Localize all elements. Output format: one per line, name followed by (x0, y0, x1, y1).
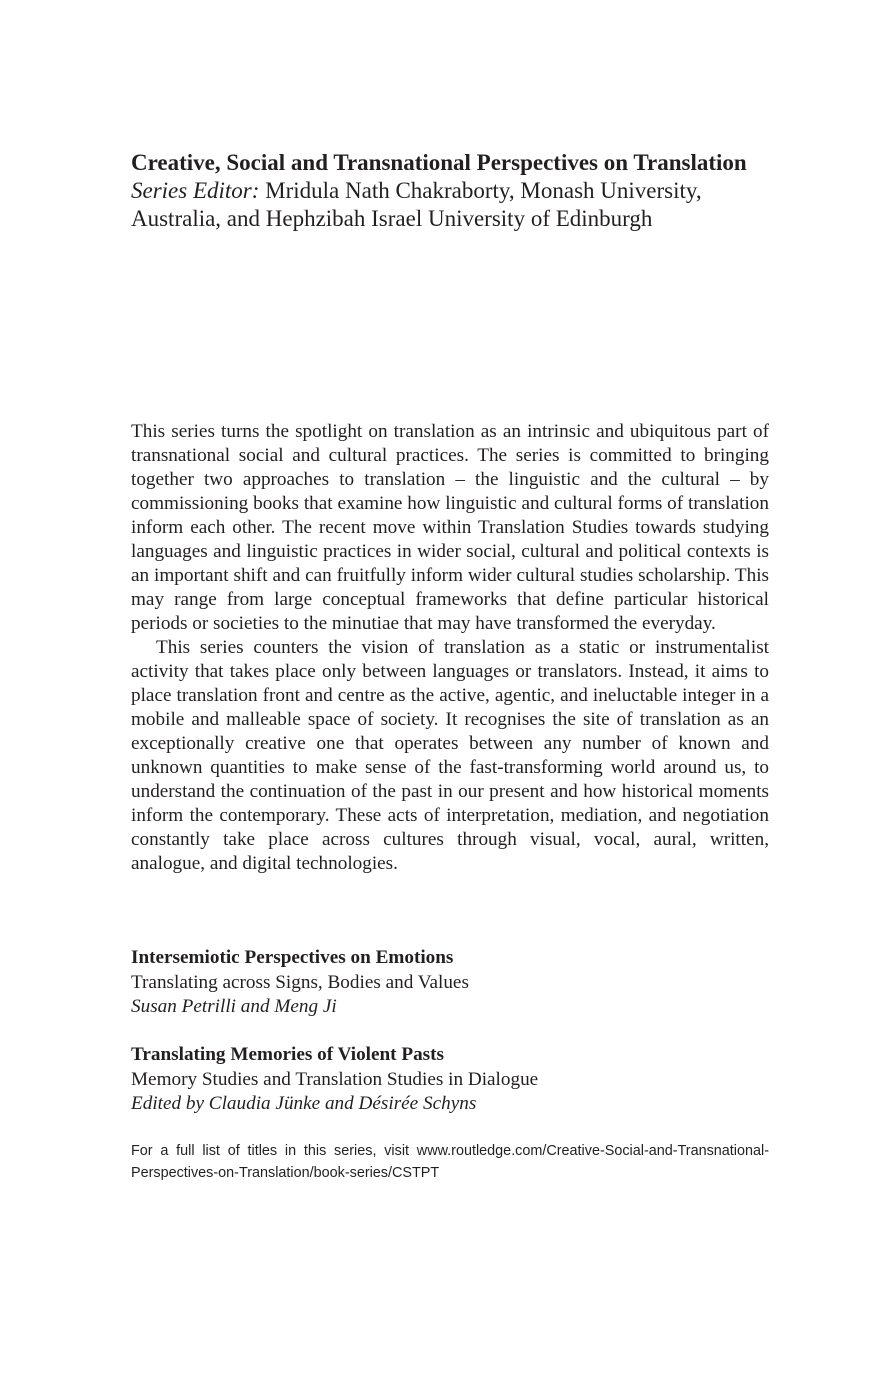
book-subtitle: Memory Studies and Translation Studies in Dialogue (131, 1068, 539, 1090)
book-entry (131, 946, 769, 1020)
book-subtitle: Translating across Signs, Bodies and Values (131, 971, 469, 993)
series-url-note: For a full list of titles in this series, visit www.routledge.com/Creative-Social-and-Transnational-Perspectives-on-Translation/book-series/CSTPT (131, 1143, 769, 1181)
book-page (131, 0, 769, 1382)
book-authors: Susan Petrilli and Meng Ji (131, 996, 337, 1017)
series-editor-label: Series Editor: (131, 178, 260, 203)
book-authors: Edited by Claudia Jünke and Désirée Schyns (131, 1093, 477, 1114)
book-title: Intersemiotic Perspectives on Emotions (131, 947, 454, 968)
book-title: Translating Memories of Violent Pasts (131, 1044, 445, 1065)
series-title: Creative, Social and Transnational Perspectives on Translation (131, 150, 747, 175)
series-description (131, 420, 769, 876)
series-header (131, 149, 771, 233)
series-editor-line-2: Australia, and Hephzibah Israel University of Edinburgh (131, 206, 653, 231)
book-entry (131, 1043, 769, 1117)
series-editor-line-1: Mridula Nath Chakraborty, Monash University, (259, 178, 702, 203)
description-paragraph-1: This series turns the spotlight on translation as an intrinsic and ubiquitous part of transnational social and cultural practices. The series is committed to bringing together two approaches to translation – the linguistic and the cultural – by commissioning books that examine how linguistic and cultural forms of translation inform each other. The recent move within Translation Studies towards studying languages and linguistic practices in wider social, cultural and political contexts is an important shift and can fruitfully inform wider cultural studies scholarship. This may range from large conceptual frameworks that define particular historical periods or societies to the minutiae that may have transformed the everyday. (131, 421, 769, 634)
description-paragraph-2: This series counters the vision of translation as a static or instrumentalist activity that takes place only between languages or translators. Instead, it aims to place translation front and centre as the active, agentic, and ineluctable integer in a mobile and malleable space of society. It recognises the site of translation as an exceptionally creative one that operates between any number of known and unknown quantities to make sense of the fast-transforming world around us, to understand the continuation of the past in our present and how historical moments inform the contemporary. These acts of interpretation, mediation, and negotiation constantly take place across cultures through visual, vocal, aural, written, analogue, and digital technologies. (131, 637, 769, 874)
